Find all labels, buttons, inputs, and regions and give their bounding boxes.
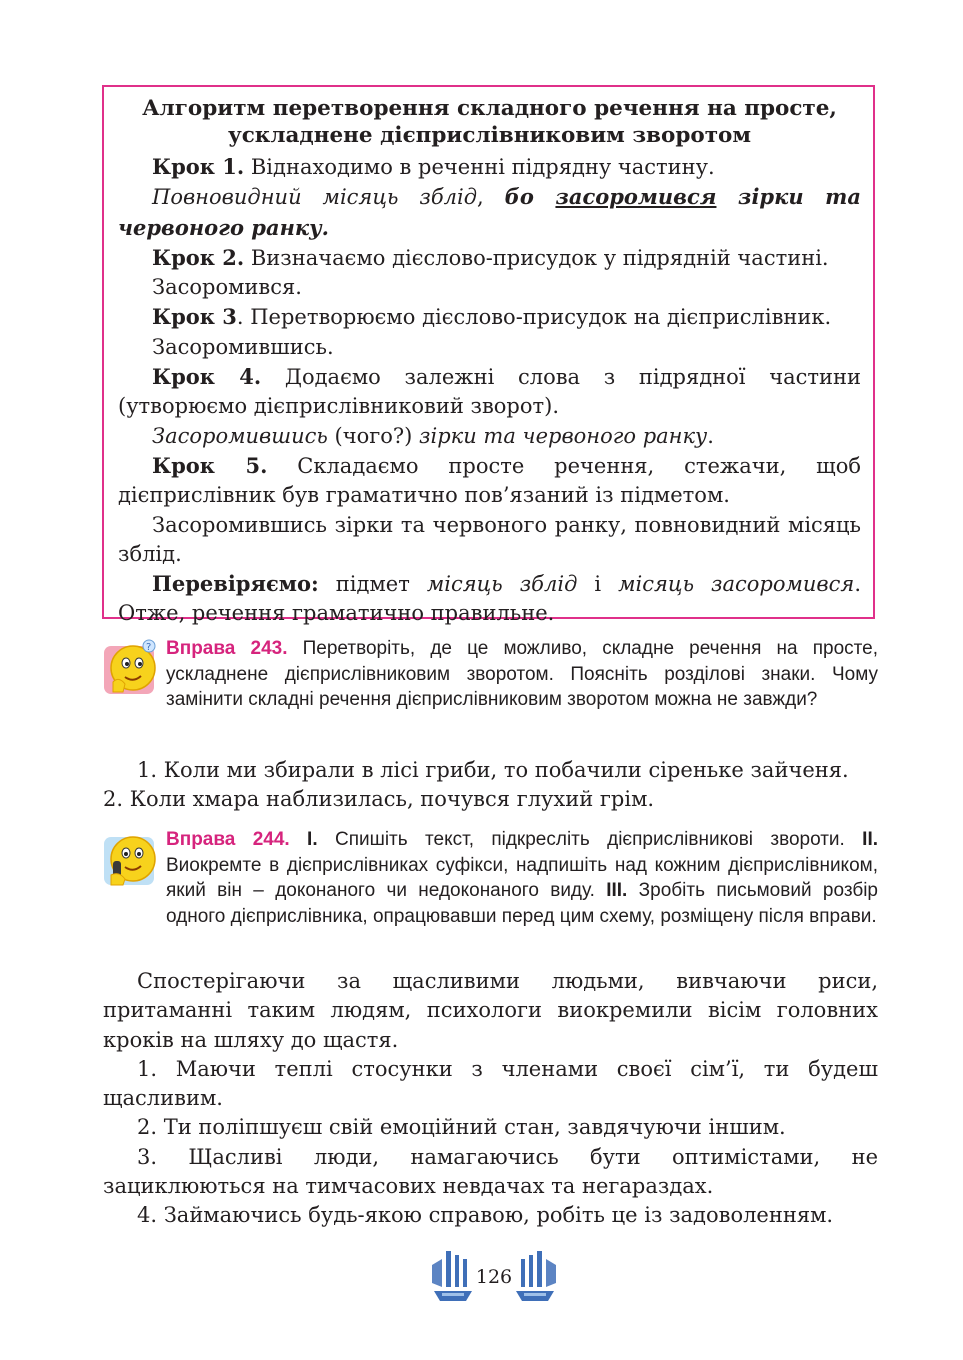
phone-smiley-icon (103, 829, 161, 887)
list-item: 1. Маючи теплі стосунки з членами своєї сім’ї, ти будеш щасливим. (103, 1056, 878, 1111)
step-1: Крок 1. Віднаходимо в реченні підрядну частину. (152, 154, 715, 179)
algorithm-box (102, 85, 875, 626)
exercise-244-text-body (103, 967, 878, 1231)
page-number: 126 (475, 1266, 513, 1288)
exercise-243-sentences (103, 756, 878, 815)
step-4-example: Засоромившись (чого?) зірки та червоного ранку. (152, 423, 714, 448)
exercise-243-text: Вправа 243. Перетворіть, де це можливо, складне речення на просте, ускладнене дієприслівниковим зворотом. Поясніть розділові знаки. Чому замінити складні речення дієприслівниковим зворотом можна не завжди? (166, 638, 879, 710)
exercise-244-text: Вправа 244. I. Спишіть текст, підкресліть дієприслівникові звороти. II. Виокремте в дієприслівниках суфікси, надпишіть над кожним дієприслівником, який він – доконаного чи недоконаного виду. III. Зробіть письмовий розбір одного дієприслівника, опрацювавши перед цим схему, розміщену після вправи. (166, 829, 879, 927)
thinking-smiley-icon (103, 638, 161, 696)
step-3: Крок 3. Перетворюємо дієслово-присудок на дієприслівник. (152, 304, 832, 330)
page-footer (428, 1245, 558, 1307)
step-3-result: Засоромившись. (152, 334, 334, 359)
sentence-1: 1. Коли ми збирали в лісі гриби, то побачили сіреньке зайченя. (137, 758, 849, 782)
example-sentence: Повновидний місяць зблід, бо засоромився зірки та червоного ранку. (118, 184, 862, 240)
step-2-result: Засоромився. (152, 275, 302, 300)
step-5: Крок 5. Складаємо просте речення, стежачи, щоб дієприслівник був граматично пов’язаний із підметом. (118, 452, 861, 508)
intro-paragraph: Спостерігаючи за щасливими людьми, вивчаючи риси, притаманні таким людям, психологи виокремили вісім головних кроків на шляху до щастя. (103, 969, 878, 1052)
step-2: Крок 2. Визначаємо дієслово-присудок у підрядній частині. (152, 244, 829, 270)
sentence-2: 2. Коли хмара наблизилась, почувся глухий грім. (103, 787, 655, 812)
step-5-result: Засоромившись зірки та червоного ранку, повновидний місяць зблід. (118, 512, 861, 566)
algorithm-title: Алгоритм перетворення складного речення на просте, ускладнене дієприслівниковим зворотом (142, 96, 837, 148)
svg-text:?: ? (146, 642, 152, 653)
check: Перевіряємо: підмет місяць зблід і місяць засоромився. Отже, речення граматично правильне. (118, 571, 862, 626)
list-item: 2. Ти поліпшуєш свій емоційний стан, завдячуючи іншим. (137, 1115, 786, 1140)
exercise-244 (103, 827, 878, 929)
exercise-243 (103, 636, 878, 713)
list-item: 4. Займаючись будь-якою справою, робіть це із задоволенням. (137, 1203, 834, 1228)
step-4: Крок 4. Додаємо залежні слова з підрядної частини (утворюємо дієприслівниковий зворот). (118, 364, 861, 419)
list-item: 3. Щасливі люди, намагаючись бути оптимістами, не зациклюються на тимчасових невдачах та негараздах. (103, 1144, 878, 1199)
